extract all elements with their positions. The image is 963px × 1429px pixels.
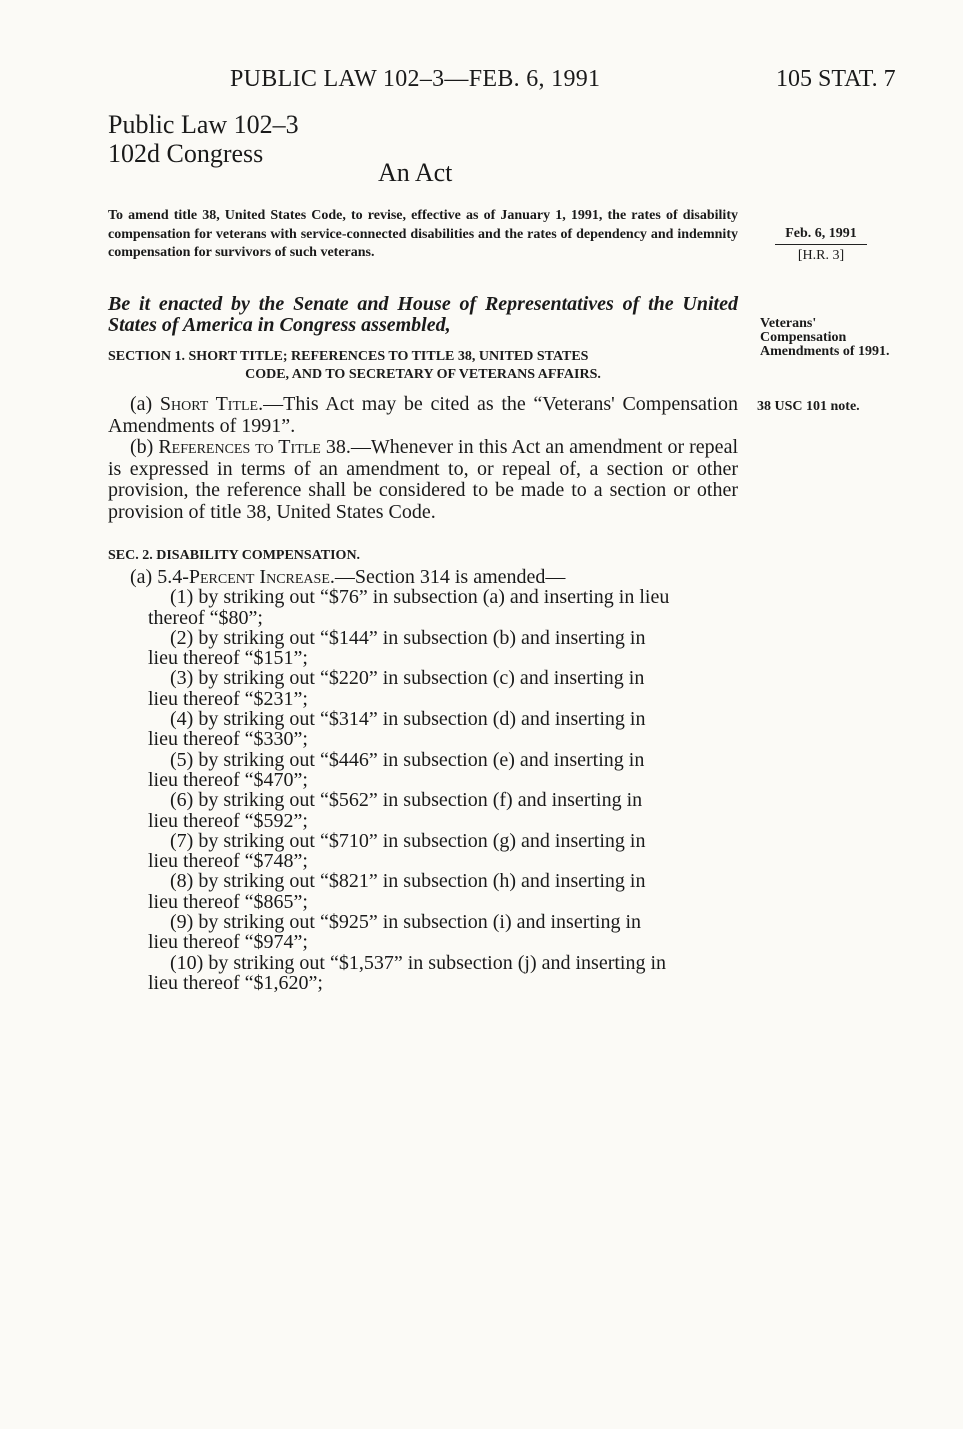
short-title-caption: Short Title	[159, 393, 259, 415]
amendment-list	[108, 587, 738, 993]
long-title: To amend title 38, United States Code, to revise, effective as of January 1, 1991, the rates of disability compensation for veterans with service-connected disabilities and the rates of dependency and indemnity compensation for survivors of such veterans.	[108, 208, 738, 260]
amendment-item: (9) by striking out “$925” in subsection (i) and inserting in lieu thereof “$974”;	[148, 911, 642, 954]
amendment-item: (3) by striking out “$220” in subsection (c) and inserting in lieu thereof “$231”;	[148, 667, 645, 710]
margin-usc-note: 38 USC 101 note.	[757, 399, 860, 414]
amendment-item: (4) by striking out “$314” in subsection (d) and inserting in lieu thereof “$330”;	[148, 708, 646, 751]
section-1-heading-line-2: CODE, AND TO SECRETARY OF VETERANS AFFAIRS.	[245, 367, 601, 382]
margin-bill-number: [H.R. 3]	[797, 248, 845, 263]
margin-date: Feb. 6, 1991	[775, 226, 867, 245]
margin-short-title-note: Veterans' Compensation Amendments of 1991.	[760, 316, 890, 359]
amendment-item: (10) by striking out “$1,537” in subsection (j) and inserting in lieu thereof “$1,620”;	[148, 951, 667, 994]
section-2-subsection-a: (a) 5.4-Percent Increase.—Section 314 is amended—	[130, 566, 566, 588]
percent-increase-caption: Percent Increase	[188, 566, 330, 588]
public-law-number: Public Law 102–3	[108, 110, 299, 139]
running-head: PUBLIC LAW 102–3—FEB. 6, 1991	[230, 66, 601, 92]
congress-label: 102d Congress	[108, 139, 264, 168]
amendment-item: (6) by striking out “$562” in subsection (f) and inserting in lieu thereof “$592”;	[148, 789, 643, 832]
section-1-heading-line-1: SECTION 1. SHORT TITLE; REFERENCES TO TITLE 38, UNITED STATES	[108, 349, 589, 364]
section-1-body	[108, 394, 738, 523]
public-law-block	[108, 110, 299, 168]
amendment-item: (1) by striking out “$76” in subsection (a) and inserting in lieu thereof “$80”;	[148, 586, 670, 629]
enacting-clause: Be it enacted by the Senate and House of Representatives of the United States of America in Congress assembled,	[108, 293, 738, 336]
references-caption: References to Title	[158, 436, 321, 458]
section-2-heading: SEC. 2. DISABILITY COMPENSATION.	[108, 548, 361, 563]
an-act-title: An Act	[378, 158, 453, 187]
amendment-item: (2) by striking out “$144” in subsection (b) and inserting in lieu thereof “$151”;	[148, 626, 646, 670]
section-2-body	[108, 567, 738, 993]
amendment-item: (8) by striking out “$821” in subsection (h) and inserting in lieu thereof “$865”;	[148, 870, 646, 913]
statute-page-number: 105 STAT. 7	[776, 66, 896, 92]
amendment-item: (5) by striking out “$446” in subsection (e) and inserting in lieu thereof “$470”;	[148, 748, 645, 791]
section-1-heading	[108, 348, 738, 384]
section-1-subsection-b: (b) References to Title 38.—Whenever in this Act an amendment or repeal is expressed in terms of an amendment to, or repeal of, a section or other provision, the reference shall be considered to be made to a section or other provision of title 38, United States Code.	[108, 436, 738, 523]
amendment-item: (7) by striking out “$710” in subsection (g) and inserting in lieu thereof “$748”;	[148, 829, 646, 873]
section-1-subsection-a: (a) Short Title.—This Act may be cited as the “Veterans' Compensation Amendments of 1991”.	[108, 393, 738, 437]
